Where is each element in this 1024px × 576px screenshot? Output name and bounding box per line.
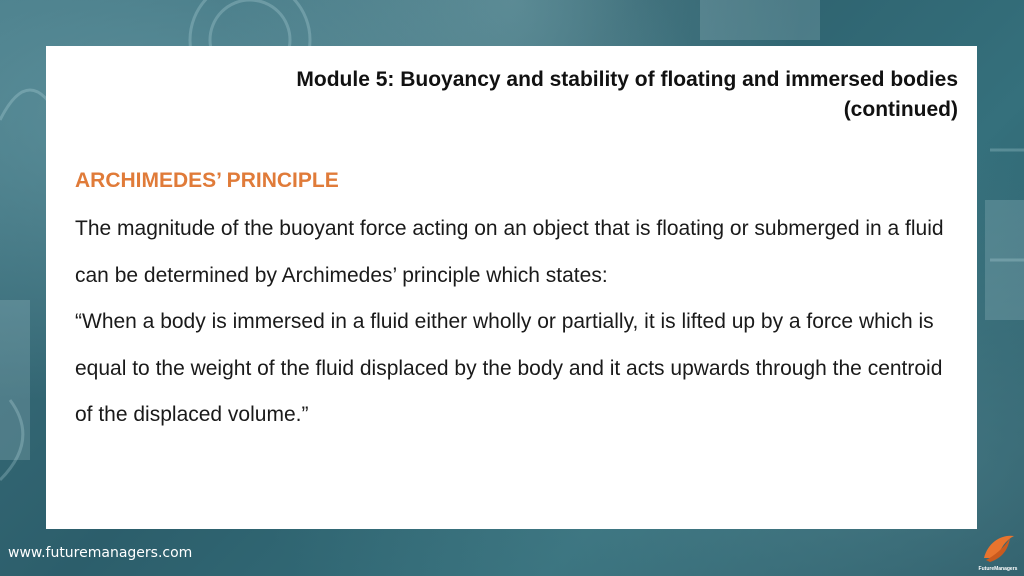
slide-title	[98, 65, 958, 125]
section-heading: ARCHIMEDES’ PRINCIPLE	[75, 169, 339, 192]
logo-wordmark: FutureManagers	[978, 566, 1018, 572]
content-panel	[46, 46, 977, 529]
slide-title-line-2: (continued)	[843, 98, 958, 121]
future-managers-logo-icon	[976, 528, 1020, 574]
body-text	[75, 206, 955, 439]
intro-paragraph: The magnitude of the buoyant force acting on an object that is floating or submerged in a fluid can be determined by Archimedes’ principle which states:	[75, 217, 944, 287]
slide-title-line-1: Module 5: Buoyancy and stability of floating and immersed bodies	[296, 68, 958, 91]
footer-url: www.futuremanagers.com	[8, 545, 193, 561]
principle-quote: “When a body is immersed in a fluid either wholly or partially, it is lifted up by a force which is equal to the weight of the fluid displaced by the body and it acts upwards through the centroid of the displaced volume.”	[75, 310, 943, 426]
